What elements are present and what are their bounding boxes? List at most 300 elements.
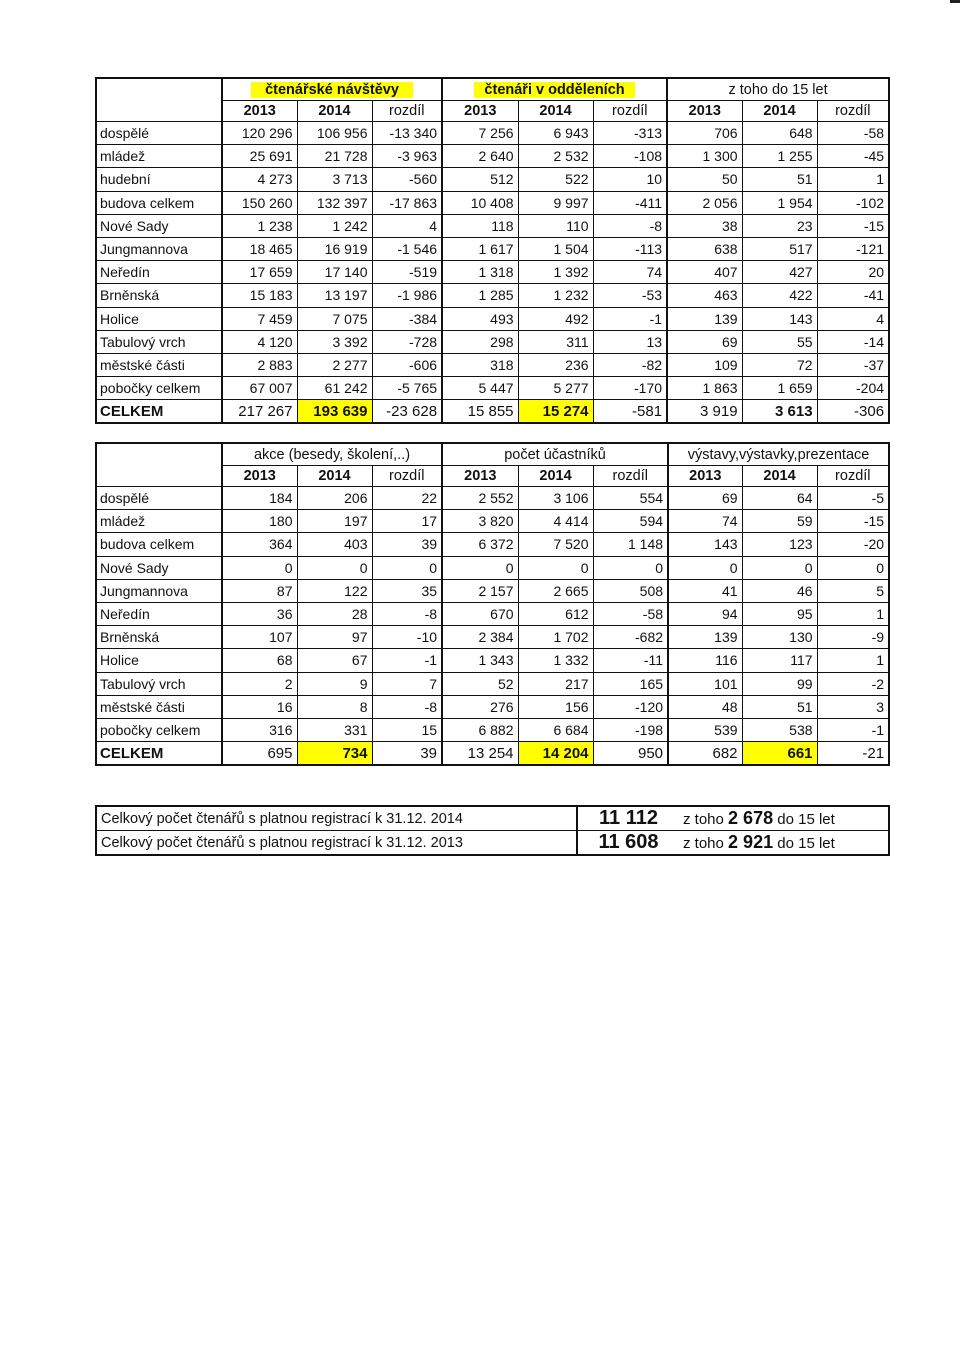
table-cell: -682 [593,626,668,649]
table-cell: -2 [817,672,889,695]
table-cell: 16 [222,695,297,718]
table-cell: 67 [297,649,372,672]
table-cell: -581 [593,400,667,424]
table-cell: 3 106 [518,487,593,510]
year-2013-header: 2013 [442,466,518,487]
table-cell: -45 [817,145,889,168]
table-cell: 682 [668,742,742,766]
table-cell: 5 [817,579,889,602]
row-label: Jungmannova [96,579,222,602]
table-cell: -23 628 [372,400,442,424]
table-cell: 7 256 [442,122,518,145]
table-cell: -3 963 [372,145,442,168]
table-cell: 1 504 [518,237,593,260]
table-cell: 4 120 [222,330,297,353]
table-cell: 21 728 [297,145,372,168]
table-cell: -1 546 [372,237,442,260]
table-cell: 15 183 [222,284,297,307]
table-cell: 4 414 [518,510,593,533]
row-label: Tabulový vrch [96,330,222,353]
table-cell: 106 956 [297,122,372,145]
table-cell: -9 [817,626,889,649]
table-cell: 117 [742,649,817,672]
table-cell: 116 [668,649,742,672]
table-cell: -58 [817,122,889,145]
table-cell: 39 [372,742,442,766]
table-cell: -120 [593,695,668,718]
table-cell: -53 [593,284,667,307]
table-cell: 364 [222,533,297,556]
group-header-exhibitions: výstavy,výstavky,prezentace [668,443,889,466]
table-cell: 139 [667,307,742,330]
difference-header: rozdíl [372,466,442,487]
table-cell: 184 [222,487,297,510]
table-cell: 1 332 [518,649,593,672]
table-cell: 695 [222,742,297,766]
table-cell: 1 300 [667,145,742,168]
year-2014-header: 2014 [518,466,593,487]
group-header-readers: čtenáři v odděleních [442,78,667,101]
table-cell: 1 659 [742,377,817,400]
table-cell: -1 [372,649,442,672]
table-cell: 23 [742,214,817,237]
table-cell: 706 [667,122,742,145]
table-cell: 69 [668,487,742,510]
corner-cell [96,78,222,101]
table-cell: 6 372 [442,533,518,556]
group-header-under15: z toho do 15 let [667,78,889,101]
table-row [96,695,889,718]
table-cell: 403 [297,533,372,556]
summary-under15: z toho 2 921 do 15 let [683,832,835,852]
table-cell: -17 863 [372,191,442,214]
total-row [96,742,889,766]
table-cell: 17 [372,510,442,533]
table-cell: 1 242 [297,214,372,237]
table-cell: 4 [817,307,889,330]
row-label: Tabulový vrch [96,672,222,695]
row-label: CELKEM [96,400,222,424]
table-cell: 36 [222,602,297,625]
table-cell: 1 702 [518,626,593,649]
table-cell: 74 [593,261,667,284]
table-cell: 13 197 [297,284,372,307]
row-label: mládež [96,510,222,533]
table-cell: 20 [817,261,889,284]
table-row [96,145,889,168]
table-cell: 508 [593,579,668,602]
group-header-events: akce (besedy, školení,..) [222,443,442,466]
table-row [96,191,889,214]
table-cell: 0 [222,556,297,579]
table-cell: 9 997 [518,191,593,214]
table-cell: -204 [817,377,889,400]
table-cell: 22 [372,487,442,510]
table-cell: 206 [297,487,372,510]
row-label: budova celkem [96,533,222,556]
table-cell: -1 986 [372,284,442,307]
year-2013-header: 2013 [222,466,297,487]
table-cell: -8 [372,695,442,718]
table-cell: -306 [817,400,889,424]
table-cell: 538 [742,718,817,741]
table-cell: 670 [442,602,518,625]
table-cell: 493 [442,307,518,330]
table-cell: -113 [593,237,667,260]
table-cell: 156 [518,695,593,718]
table-cell: -411 [593,191,667,214]
table-cell: 217 [518,672,593,695]
table-cell: 3 919 [667,400,742,424]
table-cell: 132 397 [297,191,372,214]
group-header-visits: čtenářské návštěvy [222,78,442,101]
table-cell: 118 [442,214,518,237]
table-row [96,718,889,741]
table-cell: 122 [297,579,372,602]
row-label: dospělé [96,487,222,510]
table-cell: 17 140 [297,261,372,284]
table-cell: 318 [442,353,518,376]
table-cell: -21 [817,742,889,766]
table-cell: 72 [742,353,817,376]
table-cell: 143 [742,307,817,330]
table-cell: 110 [518,214,593,237]
table-cell: 661 [742,742,817,766]
table-row [96,168,889,191]
scan-edge-mark [950,0,960,3]
table-cell: 407 [667,261,742,284]
table-cell: 0 [668,556,742,579]
table-cell: 16 919 [297,237,372,260]
table-cell: -384 [372,307,442,330]
table-cell: 2 157 [442,579,518,602]
table-cell: 1 238 [222,214,297,237]
table-cell: 1 [817,602,889,625]
table-cell: 143 [668,533,742,556]
table-cell: 4 273 [222,168,297,191]
table-cell: -198 [593,718,668,741]
table-cell: 612 [518,602,593,625]
table-cell: 51 [742,695,817,718]
table-cell: 539 [668,718,742,741]
corner-cell [96,466,222,487]
table-cell: 13 254 [442,742,518,766]
table-cell: -82 [593,353,667,376]
table-cell: 1 343 [442,649,518,672]
table-cell: 316 [222,718,297,741]
summary-total: 11 608 [598,831,659,853]
table-cell: 18 465 [222,237,297,260]
table-cell: 7 459 [222,307,297,330]
table-cell: 193 639 [297,400,372,424]
registration-summary [95,805,890,856]
table-row [96,330,889,353]
table-cell: -8 [372,602,442,625]
table-cell: 512 [442,168,518,191]
table-cell: 236 [518,353,593,376]
table-cell: 94 [668,602,742,625]
table-cell: 13 [593,330,667,353]
table-cell: 2 [222,672,297,695]
table-cell: 5 277 [518,377,593,400]
table-cell: 15 [372,718,442,741]
table-cell: 1 232 [518,284,593,307]
table-cell: 3 [817,695,889,718]
table-cell: 8 [297,695,372,718]
table-cell: 74 [668,510,742,533]
table-row [96,122,889,145]
table-cell: 15 855 [442,400,518,424]
table-row [96,307,889,330]
table-cell: 1 148 [593,533,668,556]
table-cell: 1 954 [742,191,817,214]
summary-label: Celkový počet čtenářů s platnou registrací k 31.12. 2014 [96,806,577,831]
difference-header: rozdíl [593,101,667,122]
table-row [96,214,889,237]
table-cell: 130 [742,626,817,649]
table-cell: 2 384 [442,626,518,649]
table-row [96,487,889,510]
table-cell: 3 392 [297,330,372,353]
group-header-participants: počet účastníků [442,443,668,466]
row-label: dospělé [96,122,222,145]
table-cell: 101 [668,672,742,695]
table-cell: 197 [297,510,372,533]
year-2014-header: 2014 [742,466,817,487]
row-label: CELKEM [96,742,222,766]
table-cell: 1 [817,168,889,191]
table-cell: 67 007 [222,377,297,400]
difference-header: rozdíl [593,466,668,487]
table-cell: 69 [667,330,742,353]
table-cell: 9 [297,672,372,695]
table-cell: 35 [372,579,442,602]
table-row [96,649,889,672]
table-cell: 734 [297,742,372,766]
difference-header: rozdíl [372,101,442,122]
table-cell: 0 [593,556,668,579]
table-cell: -1 [817,718,889,741]
table-cell: 10 [593,168,667,191]
table-cell: 427 [742,261,817,284]
table-row [96,556,889,579]
table-row [96,626,889,649]
table-cell: -10 [372,626,442,649]
table-cell: 139 [668,626,742,649]
table-cell: 55 [742,330,817,353]
table-cell: 648 [742,122,817,145]
summary-label: Celkový počet čtenářů s platnou registrací k 31.12. 2013 [96,831,577,856]
table-cell: 522 [518,168,593,191]
events-table [95,442,890,766]
table-cell: 950 [593,742,668,766]
table-cell: -5 [817,487,889,510]
table-cell: -519 [372,261,442,284]
row-label: budova celkem [96,191,222,214]
table-cell: 120 296 [222,122,297,145]
table-cell: -37 [817,353,889,376]
table-cell: 180 [222,510,297,533]
table-cell: 46 [742,579,817,602]
year-2013-header: 2013 [222,101,297,122]
table-cell: 1 392 [518,261,593,284]
table-cell: 492 [518,307,593,330]
table-cell: -1 [593,307,667,330]
table-cell: -11 [593,649,668,672]
table-cell: 39 [372,533,442,556]
table-cell: 0 [742,556,817,579]
table-row [96,377,889,400]
table-cell: 7 075 [297,307,372,330]
visits-readers-table [95,77,890,424]
table-cell: -41 [817,284,889,307]
table-cell: 59 [742,510,817,533]
table-cell: 311 [518,330,593,353]
table-cell: 68 [222,649,297,672]
table-cell: 1 285 [442,284,518,307]
table-row [96,353,889,376]
table-cell: 87 [222,579,297,602]
table-cell: 1 617 [442,237,518,260]
row-label: městské části [96,353,222,376]
table-cell: 1 863 [667,377,742,400]
row-label: městské části [96,695,222,718]
table-cell: 48 [668,695,742,718]
row-label: pobočky celkem [96,377,222,400]
table-cell: 0 [817,556,889,579]
year-2013-header: 2013 [668,466,742,487]
table-cell: 1 255 [742,145,817,168]
table-cell: -170 [593,377,667,400]
table-row [96,284,889,307]
table-cell: -108 [593,145,667,168]
difference-header: rozdíl [817,466,889,487]
table-cell: 0 [372,556,442,579]
table-cell: 15 274 [518,400,593,424]
table-row [96,261,889,284]
year-2013-header: 2013 [667,101,742,122]
row-label: Holice [96,307,222,330]
table-cell: 5 447 [442,377,518,400]
corner-cell [96,443,222,466]
table-cell: 298 [442,330,518,353]
table-cell: 6 684 [518,718,593,741]
year-2014-header: 2014 [297,101,372,122]
table-row [96,237,889,260]
difference-header: rozdíl [817,101,889,122]
table-cell: 64 [742,487,817,510]
summary-under15: z toho 2 678 do 15 let [679,806,889,831]
table-cell: -102 [817,191,889,214]
row-label: Holice [96,649,222,672]
table-cell: 2 277 [297,353,372,376]
table-cell: -58 [593,602,668,625]
table-cell: 7 520 [518,533,593,556]
table-cell: 3 820 [442,510,518,533]
table-cell: 61 242 [297,377,372,400]
table-cell: 0 [297,556,372,579]
row-label: Jungmannova [96,237,222,260]
row-label: Brněnská [96,626,222,649]
table-cell: 7 [372,672,442,695]
corner-cell [96,101,222,122]
table-cell: -313 [593,122,667,145]
table-cell: 6 943 [518,122,593,145]
table-cell: 2 552 [442,487,518,510]
row-label: hudební [96,168,222,191]
year-2014-header: 2014 [518,101,593,122]
table-cell: 99 [742,672,817,695]
table-cell: 2 056 [667,191,742,214]
table-cell: 150 260 [222,191,297,214]
summary-total: 11 112 [577,806,679,831]
table-cell: 38 [667,214,742,237]
table-cell: 0 [518,556,593,579]
table-cell: 123 [742,533,817,556]
table-cell: 6 882 [442,718,518,741]
table-cell: 1 [817,649,889,672]
summary-row-2014 [96,806,889,831]
table-row [96,672,889,695]
table-cell: -5 765 [372,377,442,400]
table-cell: 95 [742,602,817,625]
row-label: Nové Sady [96,556,222,579]
row-label: Neředín [96,602,222,625]
table-cell: -14 [817,330,889,353]
total-row [96,400,889,424]
table-row [96,510,889,533]
table-cell: 17 659 [222,261,297,284]
table-cell: -20 [817,533,889,556]
year-2013-header: 2013 [442,101,518,122]
row-label: Brněnská [96,284,222,307]
table-cell: 51 [742,168,817,191]
summary-row-2013 [96,831,889,856]
table-cell: -13 340 [372,122,442,145]
table-cell: 14 204 [518,742,593,766]
table-row [96,579,889,602]
year-2014-header: 2014 [742,101,817,122]
table-cell: 28 [297,602,372,625]
table-cell: -15 [817,510,889,533]
table-cell: 3 713 [297,168,372,191]
table-cell: 2 883 [222,353,297,376]
table-cell: 331 [297,718,372,741]
table-cell: 638 [667,237,742,260]
table-cell: 276 [442,695,518,718]
table-cell: 25 691 [222,145,297,168]
table-cell: 41 [668,579,742,602]
row-label: Nové Sady [96,214,222,237]
year-2014-header: 2014 [297,466,372,487]
table-cell: 10 408 [442,191,518,214]
table-cell: -728 [372,330,442,353]
table-cell: -8 [593,214,667,237]
table-cell: 217 267 [222,400,297,424]
row-label: Neředín [96,261,222,284]
table-cell: -121 [817,237,889,260]
table-cell: 97 [297,626,372,649]
table-cell: 0 [442,556,518,579]
table-cell: 2 532 [518,145,593,168]
table-cell: 3 613 [742,400,817,424]
table-cell: 2 640 [442,145,518,168]
table-cell: 109 [667,353,742,376]
table-cell: -606 [372,353,442,376]
table-cell: 2 665 [518,579,593,602]
table-cell: 554 [593,487,668,510]
row-label: pobočky celkem [96,718,222,741]
